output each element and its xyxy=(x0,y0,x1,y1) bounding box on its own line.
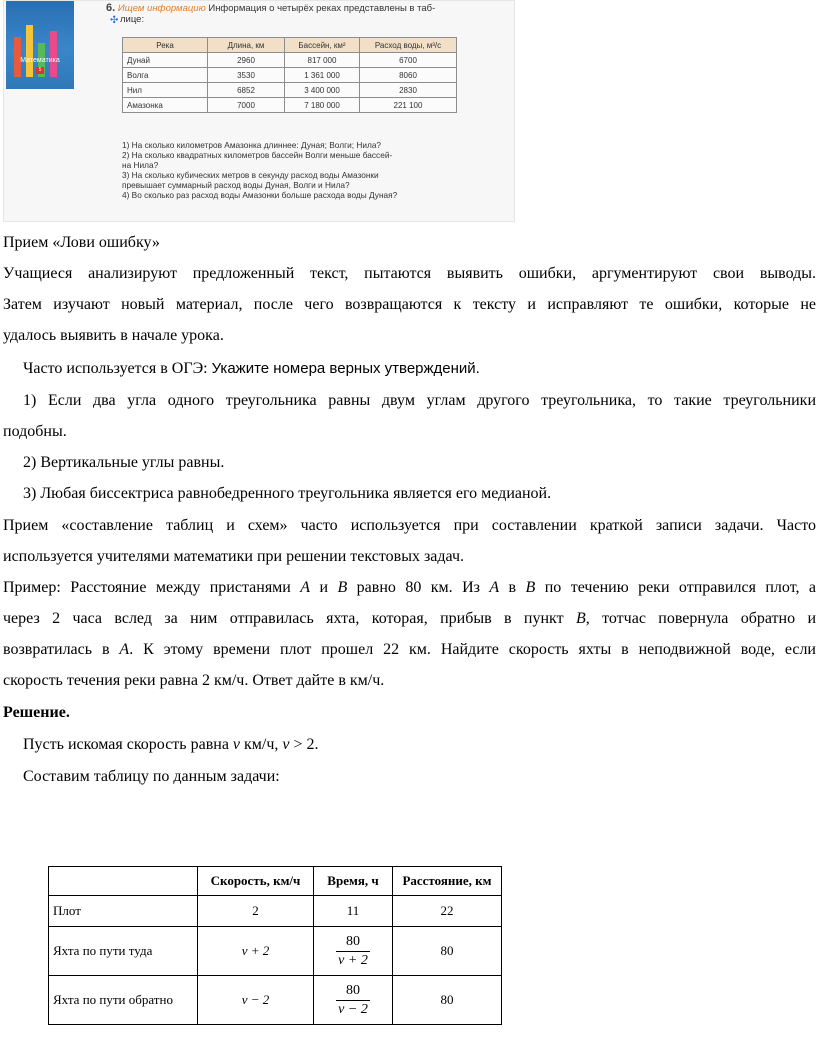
example-line: скорость течения реки равна 2 км/ч. Ответ дайте в км/ч. xyxy=(3,672,385,689)
solution-line: Составим таблицу по данным задачи: xyxy=(23,768,280,785)
text-run: и xyxy=(310,579,338,596)
textbook-grade: 5 xyxy=(36,67,44,74)
point-b: B xyxy=(525,579,536,596)
example-line xyxy=(3,578,816,598)
task-tag: Ищем информацию xyxy=(117,3,206,14)
task-text: Информация о четырёх реках представлены в таб- xyxy=(208,3,436,14)
rivers-cell: 3530 xyxy=(208,68,285,83)
heading-catch-error: Прием «Лови ошибку» xyxy=(3,234,160,251)
text-run: Пусть искомая скорость равна xyxy=(23,736,233,753)
rivers-row xyxy=(123,98,457,113)
distance-cell: 22 xyxy=(393,896,502,927)
paragraph-line: Прием «составление таблиц и схем» часто используется при составлении краткой записи задачи. Часто xyxy=(3,517,816,534)
paragraph-line: удалось выявить в начале урока. xyxy=(3,327,224,344)
point-a: A xyxy=(119,641,130,658)
speed-cell: v + 2 xyxy=(198,927,314,976)
rivers-header-cell: Река xyxy=(123,38,208,53)
text-run: , тотчас повернула обратно и xyxy=(585,610,816,627)
rivers-header-cell: Расход воды, м³/с xyxy=(360,38,457,53)
rivers-cell: Нил xyxy=(123,83,208,98)
rivers-header-row xyxy=(123,38,457,53)
rivers-cell: 7000 xyxy=(208,98,285,113)
rivers-cell: 3 400 000 xyxy=(285,83,360,98)
rivers-header-cell: Бассейн, км² xyxy=(285,38,360,53)
solution-row-raft xyxy=(49,896,502,927)
var-v: v xyxy=(282,736,290,753)
solution-header-cell: Расстояние, км xyxy=(393,867,502,896)
task-heading xyxy=(106,3,486,25)
text-run: равно 80 км. Из xyxy=(347,579,490,596)
solution-header-row xyxy=(49,867,502,896)
rivers-cell: Амазонка xyxy=(123,98,208,113)
question-line: 3) На сколько кубических метров в секунду расход воды Амазонки xyxy=(122,170,379,180)
textbook-cover xyxy=(6,1,74,89)
statement-1-cont: подобны. xyxy=(3,423,67,440)
question-line: на Нила? xyxy=(122,160,159,170)
time-cell xyxy=(314,976,393,1025)
rivers-cell: 2830 xyxy=(360,83,457,98)
rivers-cell: 221 100 xyxy=(360,98,457,113)
task-number: 6. xyxy=(106,2,116,14)
text-run: . К этому времени плот прошел 22 км. Найдите скорость яхты в неподвижной воде, если xyxy=(129,641,816,658)
point-b: B xyxy=(575,610,586,627)
rivers-cell: 1 361 000 xyxy=(285,68,360,83)
solution-line xyxy=(23,735,816,755)
time-fraction xyxy=(336,933,370,970)
solution-row-yacht-back xyxy=(49,976,502,1025)
paragraph-line: используется учителями математики при решении текстовых задач. xyxy=(3,548,465,565)
rivers-row xyxy=(123,53,457,68)
task-questions xyxy=(122,140,467,200)
paragraph-line: Затем изучают новый материал, после чего возвращаются к тексту и исправляют те ошибки, которые не xyxy=(3,296,816,313)
var-v: v xyxy=(232,736,241,753)
solution-heading: Решение. xyxy=(3,704,70,721)
search-info-icon: ✣ xyxy=(110,15,119,26)
oge-task: Укажите номера верных утверждений. xyxy=(211,360,480,377)
point-b: B xyxy=(337,579,348,596)
oge-intro: Часто используется в ОГЭ: xyxy=(23,360,212,377)
question-line: превышает суммарный расход воды Дуная, Волги и Нила? xyxy=(122,180,350,190)
statement-2: 2) Вертикальные углы равны. xyxy=(23,454,225,471)
oge-line xyxy=(23,359,816,379)
example-line xyxy=(3,609,816,629)
rivers-cell: 7 180 000 xyxy=(285,98,360,113)
distance-cell: 80 xyxy=(393,927,502,976)
time-cell xyxy=(314,927,393,976)
rivers-cell: 817 000 xyxy=(285,53,360,68)
solution-header-cell: Время, ч xyxy=(314,867,393,896)
solution-header-cell: Скорость, км/ч xyxy=(198,867,314,896)
fraction-numerator: 80 xyxy=(336,982,370,1001)
task-text-cont: лице: xyxy=(120,14,145,25)
fraction-denominator: v + 2 xyxy=(338,952,368,968)
row-label: Плот xyxy=(49,896,198,927)
statement-3: 3) Любая биссектриса равнобедренного треугольника является его медианой. xyxy=(23,485,552,502)
fraction-denominator: v − 2 xyxy=(338,1001,368,1017)
solution-row-yacht-there xyxy=(49,927,502,976)
textbook-excerpt-image xyxy=(3,0,515,222)
distance-cell: 80 xyxy=(393,976,502,1025)
rivers-cell: 8060 xyxy=(360,68,457,83)
textbook-title: Математика xyxy=(20,57,60,64)
point-a: A xyxy=(300,579,311,596)
solution-header-cell xyxy=(49,867,198,896)
text-run: Пример: Расстояние между пристанями xyxy=(3,579,301,596)
row-label: Яхта по пути туда xyxy=(49,927,198,976)
fraction-numerator: 80 xyxy=(336,933,370,952)
text-run: > 2. xyxy=(289,736,319,753)
text-run: по течению реки отправился плот, а xyxy=(535,579,816,596)
rivers-header-cell: Длина, км xyxy=(208,38,285,53)
question-line: 1) На сколько километров Амазонка длиннее: Дуная; Волги; Нила? xyxy=(122,140,382,150)
statement-1: 1) Если два угла одного треугольника равны двум углам другого треугольника, то такие треугольники xyxy=(23,392,816,409)
rivers-cell: 6700 xyxy=(360,53,457,68)
rivers-cell: Волга xyxy=(123,68,208,83)
text-run: через 2 часа вслед за ним отправилась яхта, которая, прибыв в пункт xyxy=(3,610,576,627)
speed-cell: v − 2 xyxy=(198,976,314,1025)
question-line: 4) Во сколько раз расход воды Амазонки больше расхода воды Дуная? xyxy=(122,190,398,200)
row-label: Яхта по пути обратно xyxy=(49,976,198,1025)
question-line: 2) На сколько квадратных километров бассейн Волги меньше бассей- xyxy=(122,150,393,160)
text-run: км/ч, xyxy=(240,736,283,753)
time-cell: 11 xyxy=(314,896,393,927)
solution-table xyxy=(48,866,502,1025)
rivers-row xyxy=(123,68,457,83)
time-fraction xyxy=(336,982,370,1019)
rivers-cell: 6852 xyxy=(208,83,285,98)
rivers-cell: Дунай xyxy=(123,53,208,68)
text-run: возвратилась в xyxy=(3,641,120,658)
example-line xyxy=(3,640,816,660)
rivers-table xyxy=(122,37,457,113)
rivers-row xyxy=(123,83,457,98)
rivers-cell: 2960 xyxy=(208,53,285,68)
paragraph-line: Учащиеся анализируют предложенный текст, пытаются выявить ошибки, аргументируют свои выводы. xyxy=(3,265,816,282)
point-a: A xyxy=(489,579,500,596)
speed-cell: 2 xyxy=(198,896,314,927)
text-run: в xyxy=(499,579,526,596)
